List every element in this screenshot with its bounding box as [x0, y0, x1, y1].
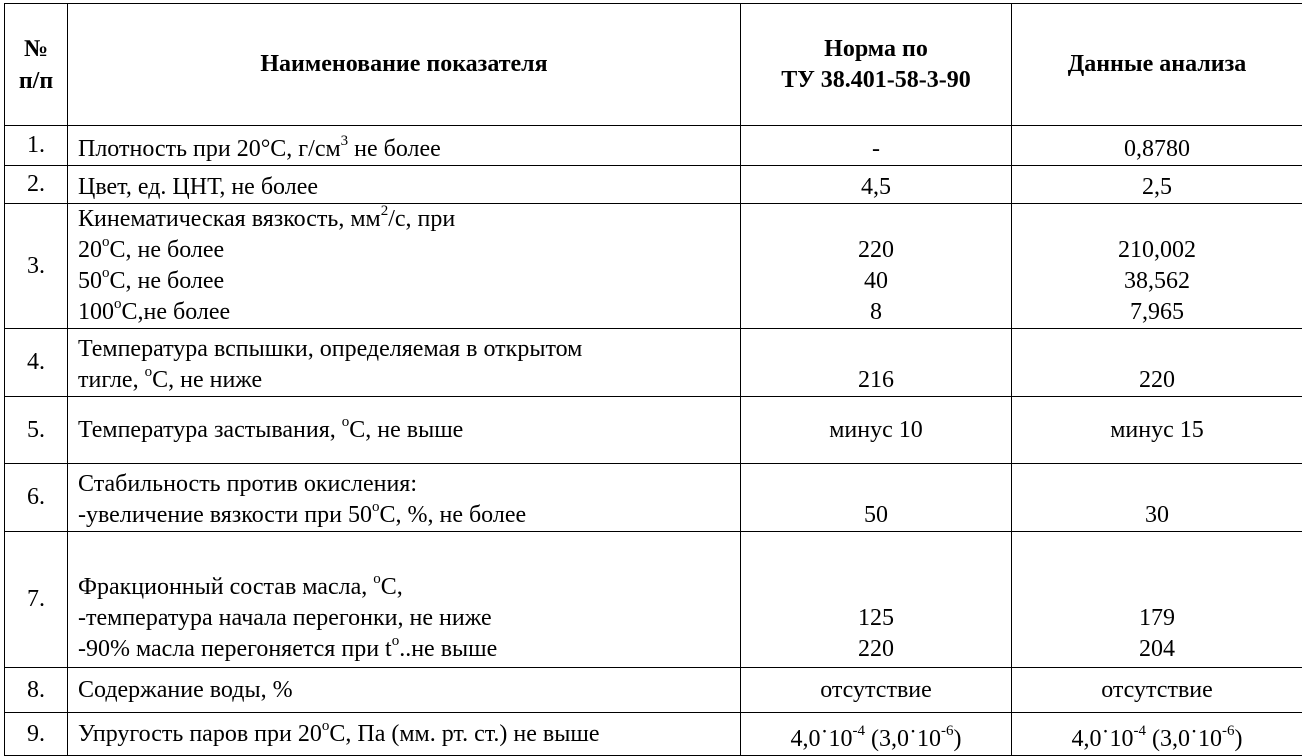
row-number: 9. — [5, 713, 68, 756]
row-number: 7. — [5, 532, 68, 668]
header-number — [5, 4, 68, 126]
value-part: 10 — [1110, 726, 1134, 752]
row-name-sup: 3 — [341, 133, 349, 149]
row-name — [68, 329, 741, 397]
value-part: ) — [1235, 726, 1243, 752]
row-norm — [741, 204, 1012, 329]
row-number: 2. — [5, 166, 68, 204]
row-name-text: /с, при — [388, 206, 455, 232]
row-name-sup: 2 — [381, 204, 389, 220]
value-part: (3,0 — [1146, 726, 1190, 752]
row-norm-value: 40 — [741, 266, 1011, 297]
header-norm-line2: ТУ 38.401-58-3-90 — [741, 65, 1011, 96]
table-row — [5, 532, 1302, 668]
row-norm-value: 125 — [741, 603, 1011, 634]
table-row — [5, 397, 1302, 464]
row-result: 30 — [1012, 464, 1302, 532]
row-name-text: Стабильность против окисления: — [78, 469, 740, 500]
value-exponent: -6 — [941, 723, 954, 739]
table-row — [5, 166, 1302, 204]
row-number: 1. — [5, 126, 68, 166]
value-part: ) — [954, 726, 962, 752]
row-result: 2,5 — [1012, 166, 1302, 204]
row-norm: 216 — [741, 329, 1012, 397]
value-part: 10 — [1198, 726, 1222, 752]
value-part: 10 — [829, 726, 853, 752]
row-name-text: ..не выше — [399, 636, 497, 662]
row-number: 3. — [5, 204, 68, 329]
header-result: Данные анализа — [1012, 4, 1302, 126]
row-name — [68, 126, 741, 166]
row-norm-value: 220 — [741, 235, 1011, 266]
table-row — [5, 329, 1302, 397]
multiply-dot: ˙ — [821, 726, 829, 752]
row-result-value: 210,002 — [1012, 235, 1302, 266]
row-name-text: -температура начала перегонки, не ниже — [78, 603, 740, 634]
row-name-text: Плотность при 20°С, г/см — [78, 136, 341, 162]
row-number: 8. — [5, 668, 68, 713]
multiply-dot: ˙ — [1102, 726, 1110, 752]
row-name — [68, 532, 741, 668]
row-norm: отсутствие — [741, 668, 1012, 713]
row-name-text: Температура вспышки, определяемая в открытом — [78, 334, 740, 365]
row-norm: - — [741, 126, 1012, 166]
row-name-text: тигле, — [78, 367, 145, 393]
row-name-sup: o — [114, 296, 122, 312]
header-norm-line1: Норма по — [741, 34, 1011, 65]
row-number: 6. — [5, 464, 68, 532]
row-name-text: -90% масла перегоняется при t — [78, 636, 392, 662]
row-name-sup: o — [372, 499, 380, 515]
row-result: 220 — [1012, 329, 1302, 397]
row-name-sup: o — [342, 414, 350, 430]
row-name-text: Кинематическая вязкость, мм — [78, 206, 381, 232]
row-name-text: 100 — [78, 299, 114, 325]
row-name-text: 50 — [78, 268, 102, 294]
row-name-text: -увеличение вязкости при 50 — [78, 502, 372, 528]
row-name-sup: o — [392, 633, 400, 649]
row-norm: 50 — [741, 464, 1012, 532]
row-result: 0,8780 — [1012, 126, 1302, 166]
row-result-value: 7,965 — [1012, 297, 1302, 328]
row-name-text: Содержание воды, % — [78, 675, 740, 706]
row-result: отсутствие — [1012, 668, 1302, 713]
row-name — [68, 668, 741, 713]
row-name — [68, 397, 741, 464]
row-name-text: С, не более — [110, 237, 225, 263]
row-name-sup: o — [322, 718, 330, 734]
row-name-sup: o — [145, 364, 153, 380]
row-name — [68, 464, 741, 532]
header-number-line2: п/п — [5, 65, 67, 97]
value-part: 10 — [917, 726, 941, 752]
analysis-table — [4, 3, 1302, 756]
row-result — [1012, 713, 1302, 756]
row-name — [68, 713, 741, 756]
row-name — [68, 204, 741, 329]
row-name-text: С, не выше — [349, 417, 463, 443]
row-name-text: Фракционный состав масла, — [78, 574, 373, 600]
header-name: Наименование показателя — [68, 4, 741, 126]
multiply-dot: ˙ — [909, 726, 917, 752]
row-result-value: 38,562 — [1012, 266, 1302, 297]
value-part: 4,0 — [791, 726, 821, 752]
row-name-text: Цвет, ед. ЦНТ, не более — [78, 172, 740, 203]
row-name-text: С, — [381, 574, 403, 600]
row-result — [1012, 532, 1302, 668]
table-row — [5, 204, 1302, 329]
row-name-sup: o — [102, 265, 110, 281]
value-exponent: -4 — [1134, 723, 1147, 739]
row-name-text: С, не ниже — [152, 367, 262, 393]
row-name-text: 20 — [78, 237, 102, 263]
row-name-text: С, Па (мм. рт. ст.) не выше — [329, 721, 599, 747]
row-result: минус 15 — [1012, 397, 1302, 464]
row-name-text: С,не более — [122, 299, 231, 325]
multiply-dot: ˙ — [1190, 726, 1198, 752]
header-number-line1: № — [5, 33, 67, 65]
row-name-text: Упругость паров при 20 — [78, 721, 322, 747]
row-name-text: С, не более — [110, 268, 225, 294]
row-name-text: С, %, не более — [379, 502, 526, 528]
value-exponent: -4 — [853, 723, 866, 739]
table-row — [5, 464, 1302, 532]
value-exponent: -6 — [1222, 723, 1235, 739]
row-result — [1012, 204, 1302, 329]
row-result-value: 204 — [1012, 634, 1302, 665]
table-row — [5, 668, 1302, 713]
row-norm: 4,5 — [741, 166, 1012, 204]
row-number: 4. — [5, 329, 68, 397]
row-name-sup: o — [102, 234, 110, 250]
row-name-text: не более — [348, 136, 441, 162]
table-row — [5, 126, 1302, 166]
header-norm — [741, 4, 1012, 126]
row-name-text: Температура застывания, — [78, 417, 342, 443]
row-number: 5. — [5, 397, 68, 464]
row-name-sup: o — [373, 571, 381, 587]
value-part: 4,0 — [1072, 726, 1102, 752]
row-norm-value: 8 — [741, 297, 1011, 328]
header-row — [5, 4, 1302, 126]
table-row — [5, 713, 1302, 756]
row-name — [68, 166, 741, 204]
row-norm — [741, 713, 1012, 756]
value-part: (3,0 — [865, 726, 909, 752]
row-norm — [741, 532, 1012, 668]
row-norm-value: 220 — [741, 634, 1011, 665]
row-result-value: 179 — [1012, 603, 1302, 634]
row-norm: минус 10 — [741, 397, 1012, 464]
